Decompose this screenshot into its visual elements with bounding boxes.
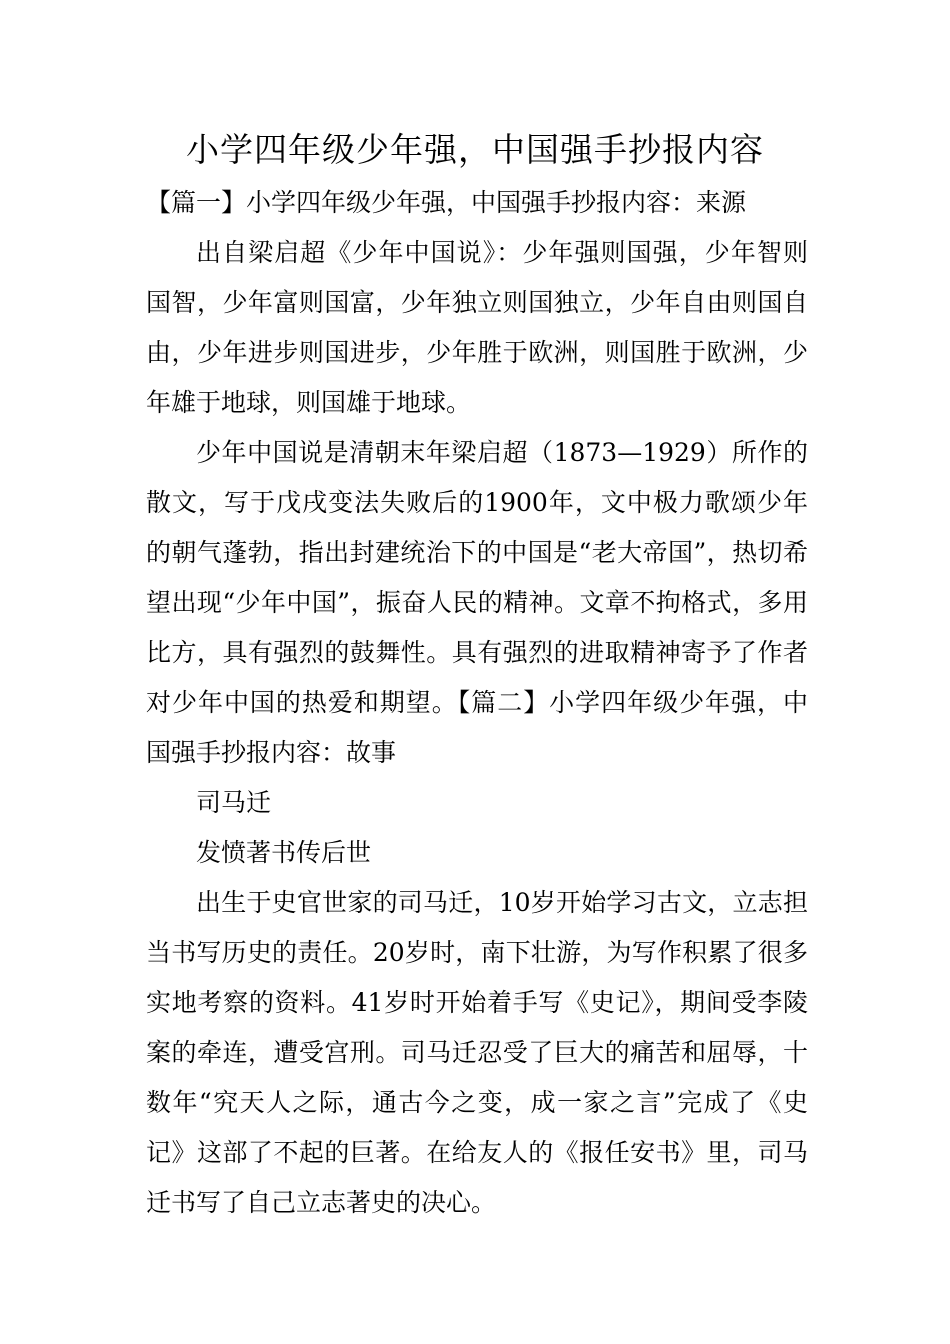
essay-description-paragraph: 少年中国说是清朝末年梁启超（1873—1929）所作的散文，写于戊戌变法失败后的1900年，文中极力歌颂少年的朝气蓬勃，指出封建统治下的中国是“老大帝国”，热切希望出现“少年中国”，振奋人民的精神。文章不拘格式，多用比方，具有强烈的鼓舞性。具有强烈的进取精神寄予了作者对少年中国的热爱和期望。【篇二】小学四年级少年强，中国强手抄报内容：故事 [146,438,808,767]
section-heading-paragraph: 【篇一】小学四年级少年强，中国强手抄报内容：来源 [146,188,747,217]
story-name-paragraph: 司马迁 [196,788,272,817]
quote-paragraph: 出自梁启超《少年中国说》：少年强则国强，少年智则国智，少年富则国富，少年独立则国独立，少年自由则国自由，少年进步则国进步，少年胜于欧洲，则国胜于欧洲，少年雄于地球，则国雄于地球。 [146,238,808,417]
story-subtitle-paragraph: 发愤著书传后世 [196,838,372,867]
story-body-paragraph: 出生于史官世家的司马迁，10岁开始学习古文，立志担当书写历史的责任。20岁时，南下壮游，为写作积累了很多实地考察的资料。41岁时开始着手写《史记》，期间受李陵案的牵连，遭受宫刑。司马迁忍受了巨大的痛苦和屈辱，十数年“究天人之际，通古今之变，成一家之言”完成了《史记》这部了不起的巨著。在给友人的《报任安书》里，司马迁书写了自己立志著史的决心。 [146,888,808,1217]
document-title: 小学四年级少年强，中国强手抄报内容 [186,130,764,169]
document-body [146,178,808,1228]
